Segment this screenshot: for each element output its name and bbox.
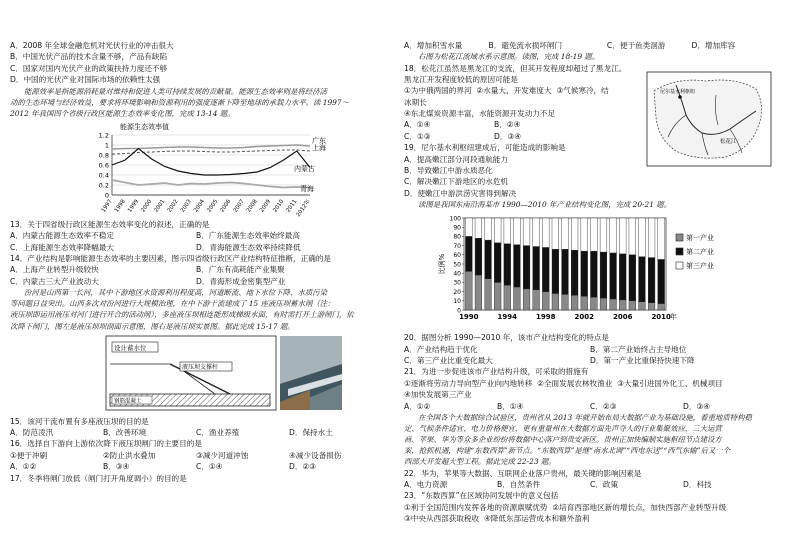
q16-option-a: A．①②: [10, 462, 37, 472]
industry-bar-segment: [523, 289, 530, 310]
industry-legend-label: 第三产业: [686, 262, 714, 271]
industry-bar-segment: [581, 218, 588, 251]
q21-option-c: C．②③: [590, 401, 617, 411]
industry-bar-segment: [581, 296, 588, 310]
q20-option-d: D．第一产业比重保持快速下降: [590, 356, 695, 366]
q16-option-c: C．①④: [196, 462, 223, 472]
q15-option-d: D．保持水土: [289, 428, 333, 438]
energy-xtick-label: 1997: [100, 198, 114, 214]
q21-option-d: D．③④: [683, 401, 711, 411]
q18-option-a: A．①④: [404, 120, 431, 130]
energy-xtick-label: 1999: [127, 198, 141, 214]
q23-statements: [404, 502, 776, 513]
left-column: [10, 40, 382, 484]
industry-bar-segment: [619, 254, 626, 300]
energy-series-line: [112, 148, 310, 175]
energy-xtick-label: 2011: [285, 198, 299, 214]
energy-series-label: 青海: [300, 184, 314, 193]
q18-statements: [404, 85, 644, 96]
q14-option-a: A．上海产业转型升级较快: [10, 265, 99, 275]
passage-data-center: 案，抢抓机遇，构建“东数西算”新节点。“东数西算”是继“南水北调”“西电东送”“西气东输”后又一个: [404, 446, 731, 456]
industry-bar-segment: [514, 245, 521, 287]
industry-bar-segment: [504, 244, 511, 285]
industry-bar-segment: [648, 218, 655, 258]
q13-option-c: C．上海能源生态效率降幅最大: [10, 242, 115, 252]
passage-energy: 2012 年我国四个省级行政区能源生态效率变化图，完成 13-14 题。: [10, 108, 235, 118]
q23-stmt-4: ④降低东部运营成本和额外盈利: [483, 514, 590, 524]
q16-stmt-1: ①便于冲刷: [10, 450, 48, 460]
energy-xtick-label: 2006: [219, 198, 233, 214]
q17-option-c: C．便于鱼类洄游: [606, 41, 666, 50]
map-label-nierji: 尼尔基水利枢纽: [660, 88, 696, 95]
passage-fenhe: 汾河是山西第一长河，其中下游地区水资源利用程度高，河道断流、地下水位下降、水质污染: [24, 288, 328, 298]
dam-label-support: 液压坝支撑杆: [182, 363, 219, 371]
passage-energy: 能源效率是指能源消耗量对维持和促进人类可持续发展的贡献量。能源生态效率则是将经济活: [24, 86, 328, 96]
energy-xtick-label: 2003: [179, 198, 193, 214]
q21-statements: [404, 378, 776, 389]
industry-bar-segment: [552, 294, 559, 311]
q18-option-d: D．③④: [494, 131, 522, 141]
industry-legend-label: 第二产业: [686, 248, 714, 257]
industry-bar-segment: [494, 218, 501, 243]
industry-bar-segment: [571, 296, 578, 311]
q15-option-a: A．防范凌汛: [10, 428, 54, 438]
industry-chart-svg: [404, 212, 776, 330]
option-b: B．中国光伏产品的技术含量不够，产品有缺陷: [10, 52, 168, 62]
question-15: 15．该河干流布置有多座液压坝的目的是: [10, 416, 149, 426]
industry-bar-segment: [639, 302, 646, 310]
industry-bar-segment: [610, 218, 617, 253]
hydraulic-dam-figure: [10, 334, 382, 414]
nierji-dam-marker: [678, 95, 682, 99]
q21-option-b: B．①④: [497, 401, 524, 411]
q16-option-d: D．②③: [289, 462, 317, 472]
industry-bar-segment: [485, 240, 492, 279]
passage-fenhe: 次降下闸门，图左是液压坝坝剖面示意图，图右是液压坝实景图。据此完成 15-17 题。: [10, 321, 295, 331]
industry-bar-segment: [562, 295, 569, 311]
industry-bar-segment: [514, 287, 521, 310]
q19-option-b: B．导致嫩江中游水质恶化: [404, 166, 493, 176]
q23-statements-2: [404, 513, 776, 524]
industry-xtick-label: 1998: [536, 313, 556, 322]
q21-stmt-1: ①逐渐将劳动力导向型产业向内地转移: [404, 378, 533, 388]
passage-songhua: 右图为松花江流域水系示意图。读图，完成 18-19 题。: [418, 52, 600, 62]
q16-stmt-2: ②防止洪水叠加: [103, 450, 156, 460]
industry-legend-label: 第一产业: [686, 234, 714, 243]
industry-bar-segment: [533, 247, 540, 290]
question-17: 17．冬季将闸门放低（闸门打开角度调小）的目的是: [10, 473, 187, 483]
industry-bar-segment: [542, 248, 549, 292]
industry-ytick-label: 100: [449, 215, 461, 223]
industry-bar-segment: [514, 218, 521, 245]
dam-label-concrete: 钢筋混凝土: [114, 398, 142, 405]
dam-section-diagram: [106, 336, 276, 410]
industry-xtick-label: 2010: [651, 313, 671, 322]
industry-bar-segment: [465, 272, 472, 311]
industry-bar-segment: [629, 255, 636, 301]
q13-option-a: A．内蒙古能源生态效率不稳定: [10, 231, 114, 241]
industry-structure-chart: [404, 212, 776, 330]
industry-bar-segment: [533, 290, 540, 310]
question-16: 16．选择自下游向上游依次降下液压坝闸门的主要目的是: [10, 439, 202, 449]
question-18: 18．松花江虽然是黑龙江的支流，但其开发程度却超过了黑龙江。: [404, 63, 627, 73]
energy-xtick-label: 1998: [113, 198, 127, 214]
q19-option-a: A．提高嫩江部分河段通航能力: [404, 154, 508, 164]
industry-bar-segment: [648, 258, 655, 303]
industry-bar-segment: [610, 299, 617, 310]
industry-bar-segment: [542, 292, 549, 310]
industry-bar-segment: [571, 250, 578, 295]
industry-legend-swatch: [676, 262, 683, 269]
energy-xtick-label: 2001: [153, 198, 167, 214]
industry-ytick-label: 40: [453, 270, 461, 278]
question-13: 13．关于四省级行政区能源生态效率变化的叙述，正确的是: [10, 219, 210, 229]
q13-option-d: D．青海能源生态效率持续降低: [196, 242, 301, 252]
industry-bar-segment: [619, 218, 626, 254]
energy-chart-svg: [10, 121, 382, 217]
industry-xtick-label: 1994: [497, 313, 518, 322]
industry-bar-segment: [590, 251, 597, 297]
dam-photo: [280, 336, 342, 410]
q15-option-c: C．渔业养殖: [196, 428, 240, 438]
q21-stmt-3: ③大量引进国外化工、机械项目: [617, 378, 723, 388]
q22-option-c: C．政策: [590, 479, 619, 489]
q18-option-b: B．②④: [494, 120, 521, 130]
dam-label-water-level: 设计蓄水位: [114, 343, 147, 352]
industry-legend-swatch: [676, 234, 683, 241]
q18-stmt-1: ①为中俄两国的界河: [404, 86, 472, 96]
industry-ytick-label: 30: [453, 279, 461, 287]
industry-bar-segment: [523, 218, 530, 246]
energy-xtick-label: 2009: [259, 198, 273, 214]
energy-series-label: 内蒙古: [294, 164, 315, 173]
energy-ytick-label: 1.2: [98, 131, 109, 140]
industry-bar-segment: [590, 218, 597, 251]
q19-option-d: D．使嫩江中游洪涝灾害得到解决: [404, 188, 517, 198]
map-label-songhua: 松花江: [720, 138, 737, 145]
q18-stmt-4: ④东北煤炭资源丰富，水能资源开发动力不足: [404, 109, 556, 119]
energy-series-line: [112, 180, 310, 188]
passage-industry: 读图是我国东南沿海某市 1990—2010 年产业结构变化图，完成 20-21 题。: [418, 200, 672, 210]
industry-bar-segment: [600, 218, 607, 252]
industry-legend-swatch: [676, 248, 683, 255]
q23-stmt-2: ②培育西部地区新的增长点，加快西部产业转型升级: [552, 502, 727, 512]
industry-bar-segment: [504, 218, 511, 244]
industry-bar-segment: [485, 279, 492, 310]
industry-bar-segment: [658, 218, 665, 259]
industry-bar-segment: [475, 239, 482, 276]
passage-data-center: 在全国各个大数据综合试验区，贵州省从 2013 年就开始布局大数据产业为基础设施，着重地质特构稳: [418, 413, 752, 423]
industry-ytick-label: 80: [453, 233, 461, 241]
energy-ytick-label: 0.4: [98, 171, 109, 180]
industry-chart-xlabel: 年: [670, 313, 677, 322]
q16-stmt-4: ④减少设备损伤: [289, 450, 342, 460]
industry-ytick-label: 60: [453, 252, 461, 260]
industry-ytick-label: 10: [453, 298, 461, 306]
q14-option-d: D．青海形成金密集型产业: [196, 276, 286, 286]
q21-stmt-2: ②全面发展农林牧渔业: [537, 378, 613, 388]
industry-bar-segment: [552, 218, 559, 249]
passage-fenhe: 液压坝即运用液压对河门进行开合的活动闸），多座液压坝相连能形成梯级水面，有时需打开上游闸门，依: [10, 310, 354, 320]
industry-bar-segment: [465, 218, 472, 236]
q17-option-a: A．增加积雪水量: [404, 41, 463, 50]
industry-bar-segment: [485, 218, 492, 240]
dam-figure-svg: [10, 334, 382, 414]
right-column: [404, 40, 776, 525]
question-21: 21．为进一步促进该市产业结构升级，可采取的措施有: [404, 367, 589, 377]
industry-xtick-label: 2006: [612, 313, 633, 322]
q13-option-b: B．广东能源生态效率始终最高: [196, 231, 300, 241]
industry-bar-segment: [629, 218, 636, 255]
energy-ytick-label: 0.2: [98, 181, 109, 190]
energy-xtick-label: 2004: [193, 198, 207, 214]
q22-option-a: A．电力资源: [404, 479, 448, 489]
q20-option-b: B．第二产业始终占主导地位: [590, 344, 687, 354]
energy-xtick-label: 2005: [206, 198, 220, 214]
passage-fenhe: 等问题日益突出。山西多次对汾河进行大规模治理，在中下游干流建成了 15 座液压坝蓄水闸（注：: [10, 299, 335, 309]
industry-bar-segment: [581, 251, 588, 296]
q18-stmt-3: ③气候寒冷，结: [556, 86, 609, 96]
q20-option-a: A．产业结构趋于优化: [404, 344, 478, 354]
industry-bar-segment: [610, 253, 617, 299]
question-23: 23．“东数西算”在区域协同发展中的意义包括: [404, 491, 559, 501]
industry-ytick-label: 20: [453, 289, 461, 297]
q20-option-c: C．第三产业比重变化最大: [404, 356, 493, 366]
industry-bar-segment: [658, 260, 665, 304]
industry-ytick-label: 90: [453, 224, 461, 232]
q18-stmt-3-cont: 冰期长: [404, 97, 427, 107]
energy-xtick-label: 2007: [232, 198, 246, 214]
energy-series-label: 广东: [312, 136, 326, 145]
q14-option-c: C．内蒙古三大产业波动大: [10, 276, 99, 286]
industry-bar-segment: [639, 218, 646, 257]
industry-bar-segment: [648, 303, 655, 310]
industry-bar-segment: [619, 300, 626, 310]
energy-xtick-label: 2010: [272, 198, 286, 214]
industry-bar-segment: [533, 218, 540, 247]
industry-bar-segment: [658, 304, 665, 310]
industry-bar-segment: [571, 218, 578, 250]
energy-xtick-label: 2000: [140, 198, 154, 214]
industry-bar-segment: [562, 218, 569, 249]
industry-xtick-label: 2002: [574, 313, 594, 322]
industry-bar-segment: [600, 252, 607, 298]
industry-ytick-label: 0: [457, 307, 461, 315]
energy-ytick-label: 0: [104, 191, 109, 200]
industry-bar-segment: [475, 218, 482, 238]
q17-option-b: B．避免流水损坏闸门: [488, 41, 563, 50]
option-c: C．国家对国内光伏产业的政策扶持力度还不够: [10, 63, 168, 73]
industry-bar-segment: [629, 301, 636, 310]
industry-bar-segment: [465, 237, 472, 272]
q22-option-d: D．科技: [683, 479, 712, 489]
q23-stmt-3: ③中央从西部获取税收: [404, 514, 480, 524]
q15-option-b: B．改善环境: [103, 428, 147, 438]
option-d: D．中国的光伏产业对国际市场的依赖性太强: [10, 75, 161, 85]
energy-ytick-label: 0.6: [98, 161, 109, 170]
q21-option-a: A．①②: [404, 401, 431, 411]
energy-series-line: [112, 145, 310, 149]
industry-bar-segment: [494, 283, 501, 311]
industry-bar-segment: [600, 298, 607, 310]
passage-data-center: 商、苹果、华为等众多企业纷纷将数据中心落户到贵安新区。贵州正加快编制实施枢纽节点建设方: [404, 435, 722, 445]
q16-stmt-3: ③减少河道冲蚀: [196, 450, 249, 460]
question-22: 22．华为，苹果等大数据、互联网企业落户贵州，最关键的影响因素是: [404, 468, 642, 478]
question-18: 黑龙江开发程度较低的原因可能是: [404, 74, 518, 84]
industry-bar-segment: [552, 250, 559, 294]
q17-option-d: D．增加库容: [691, 41, 736, 50]
question-19: 19．尼尔基水利枢纽建成后，可能造成的影响是: [404, 143, 566, 153]
industry-bar-segment: [494, 243, 501, 283]
energy-series-label: 上海: [312, 143, 326, 152]
question-20: 20．据图分析 1990—2010 年，该市产业结构变化的特点是: [404, 333, 610, 343]
q18-stmt-2: ②水量大，开发难度大: [476, 86, 552, 96]
q16-option-b: B．③④: [103, 462, 130, 472]
industry-bar-segment: [639, 257, 646, 302]
q18-option-c: C．①③: [404, 131, 431, 141]
question-14: 14．产业结构是影响能源生态效率的主要因素，图示四省级行政区产业结构特征推断，正确的是: [10, 254, 332, 264]
q19-option-c: C．解决嫩江下游地区的水危机: [404, 177, 509, 187]
q14-option-b: B．广东有高耗能产业集聚: [196, 265, 285, 275]
energy-efficiency-chart: [10, 121, 382, 217]
industry-bar-segment: [542, 218, 549, 247]
passage-data-center: 西部大开发超大型工程。据此完成 22-23 题。: [404, 457, 556, 467]
industry-xtick-label: 1990: [459, 313, 479, 322]
industry-chart-ylabel: 比例%: [438, 253, 446, 275]
songhua-river-map: [646, 71, 772, 167]
energy-ytick-label: 0.8: [98, 151, 109, 160]
energy-chart-ylabel: 能源生态效率值: [120, 122, 169, 131]
industry-ytick-label: 70: [453, 243, 461, 251]
q23-stmt-1: ①利于全国范围内发挥各地的资源禀赋优势: [404, 502, 548, 512]
industry-bar-segment: [523, 246, 530, 289]
industry-bar-segment: [475, 275, 482, 310]
q22-option-b: B．自然条件: [497, 479, 541, 489]
industry-ytick-label: 50: [453, 261, 461, 269]
q21-stmt-4: ④加快发展第三产业: [404, 390, 472, 400]
passage-energy: 动的生态环境与经济效益，要求将环境影响和资源利用的强度逐渐下降至地球的承载力水平。读 1997～: [10, 97, 349, 107]
industry-bar-segment: [504, 285, 511, 310]
energy-xtick-label: 2002: [166, 198, 180, 214]
energy-xtick-label: 2012年: [295, 198, 312, 217]
energy-ytick-label: 1: [104, 141, 109, 150]
option-a: A．2008 年全球金融危机对光伏行业的冲击很大: [10, 41, 174, 50]
energy-xtick-label: 2008: [245, 198, 259, 214]
industry-bar-segment: [562, 250, 569, 295]
passage-data-center: 定、气候条件适宜、电力价格便宜，更有重量州在大数据方面先声夺人的行业集聚效应，三大运营: [404, 424, 722, 434]
industry-bar-segment: [590, 297, 597, 310]
